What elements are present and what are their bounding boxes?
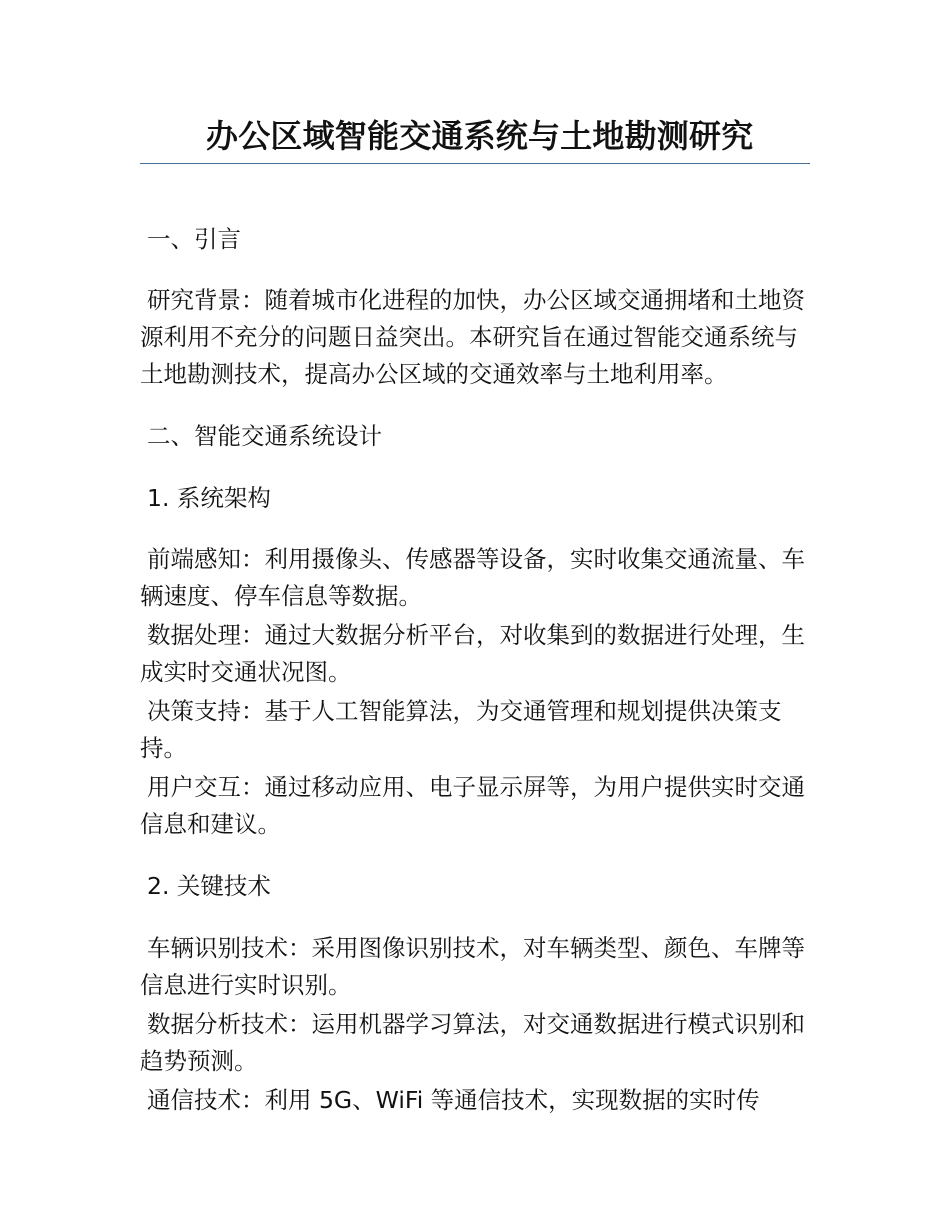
subsection-heading-architecture: 1. 系统架构 (147, 484, 271, 512)
section-heading-intro: 一、引言 (147, 225, 241, 253)
paragraph-intro: 研究背景：随着城市化进程的加快，办公区域交通拥堵和土地资源利用不充分的问题日益突出。本研究旨在通过智能交通系统与土地勘测技术，提高办公区域的交通效率与土地利用率。 (140, 286, 805, 388)
paragraph-data-processing: 数据处理：通过大数据分析平台，对收集到的数据进行处理，生成实时交通状况图。 (140, 621, 805, 686)
paragraph-user-interaction: 用户交互：通过移动应用、电子显示屏等，为用户提供实时交通信息和建议。 (140, 773, 805, 838)
paragraph-decision-support: 决策支持：基于人工智能算法，为交通管理和规划提供决策支持。 (140, 697, 782, 762)
page-title: 办公区域智能交通系统与土地勘测研究 (206, 117, 754, 155)
section-heading-design: 二、智能交通系统设计 (147, 422, 382, 450)
subsection-heading-key-tech: 2. 关键技术 (147, 872, 271, 900)
paragraph-frontend-sensing: 前端感知：利用摄像头、传感器等设备，实时收集交通流量、车辆速度、停车信息等数据。 (140, 545, 805, 610)
title-block (140, 112, 810, 164)
paragraph-communication: 通信技术：利用 5G、WiFi 等通信技术，实现数据的实时传 (147, 1086, 760, 1114)
paragraph-vehicle-recognition: 车辆识别技术：采用图像识别技术，对车辆类型、颜色、车牌等信息进行实时识别。 (140, 934, 805, 999)
paragraph-data-analysis: 数据分析技术：运用机器学习算法，对交通数据进行模式识别和趋势预测。 (140, 1010, 805, 1075)
